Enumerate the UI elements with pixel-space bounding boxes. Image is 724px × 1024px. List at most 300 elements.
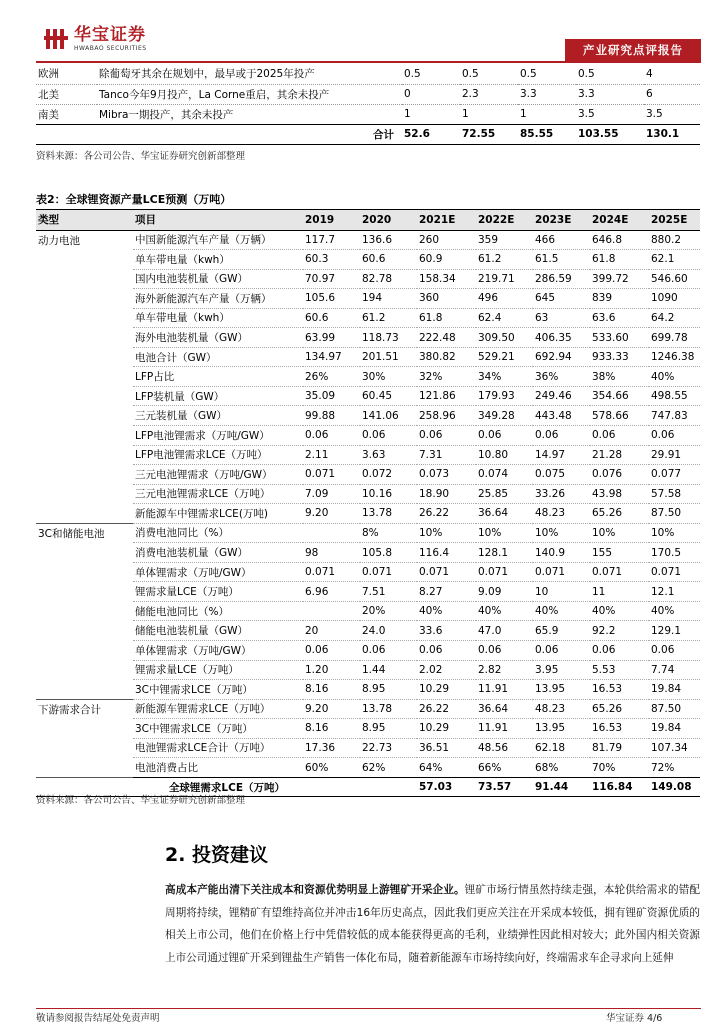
value-cell: 0.06 — [590, 425, 649, 445]
value-cell: 11.91 — [476, 719, 533, 739]
value-cell: 0.073 — [417, 465, 476, 485]
value-cell: 466 — [533, 230, 590, 250]
value-cell: 354.66 — [590, 386, 649, 406]
value-cell: 12.1 — [649, 582, 700, 602]
value-cell: 70.97 — [303, 269, 360, 289]
value-cell: 8.95 — [360, 680, 417, 700]
item-cell: 海外新能源汽车产量（万辆） — [133, 289, 303, 309]
value-cell: 87.50 — [649, 699, 700, 719]
value-cell: 10.16 — [360, 484, 417, 504]
value-cell: 646.8 — [590, 230, 649, 250]
table-row — [36, 367, 700, 387]
value-cell: 141.06 — [360, 406, 417, 426]
item-cell: 国内电池装机量（GW） — [133, 269, 303, 289]
report-type-tab: 产业研究点评报告 — [565, 39, 701, 62]
value-cell: 61.2 — [476, 250, 533, 270]
value-cell: 63.99 — [303, 328, 360, 348]
value-cell: 1 — [402, 104, 460, 124]
category-cell — [36, 719, 133, 739]
value-cell: 107.34 — [649, 738, 700, 758]
total-value-cell: 72.55 — [460, 124, 518, 144]
value-cell — [303, 601, 360, 621]
section-lead: 高成本产能出清下关注成本和资源优势明显上游锂矿开采企业。 — [165, 884, 465, 896]
value-cell: 92.2 — [590, 621, 649, 641]
category-cell — [36, 289, 133, 309]
value-cell: 0.06 — [649, 425, 700, 445]
value-cell: 1.20 — [303, 660, 360, 680]
total-value-cell: 52.6 — [402, 124, 460, 144]
value-cell: 10.80 — [476, 445, 533, 465]
value-cell: 3.95 — [533, 660, 590, 680]
value-cell: 60.9 — [417, 250, 476, 270]
table1-source: 资料来源：各公司公告、华宝证券研究创新部整理 — [36, 151, 246, 162]
value-cell: 0.071 — [303, 562, 360, 582]
category-cell — [36, 543, 133, 563]
item-cell: 单车带电量（kwh） — [133, 250, 303, 270]
item-cell: 储能电池装机量（GW） — [133, 621, 303, 641]
value-cell: 105.8 — [360, 543, 417, 563]
value-cell: 0.071 — [533, 562, 590, 582]
item-cell: 3C中锂需求LCE（万吨） — [133, 680, 303, 700]
value-cell: 13.95 — [533, 680, 590, 700]
value-cell: 63 — [533, 308, 590, 328]
value-cell: 7.74 — [649, 660, 700, 680]
region-cell: 北美 — [36, 84, 97, 104]
value-cell: 60.6 — [360, 250, 417, 270]
description-cell: 除葡萄牙其余在规划中，最早或于2025年投产 — [97, 64, 402, 84]
table-row — [36, 250, 700, 270]
value-cell: 62% — [360, 758, 417, 778]
value-cell: 0 — [402, 84, 460, 104]
total-value-cell: 57.03 — [417, 777, 476, 797]
value-cell: 645 — [533, 289, 590, 309]
item-cell: LFP装机量（GW） — [133, 386, 303, 406]
value-cell: 1 — [460, 104, 518, 124]
value-cell: 0.06 — [590, 640, 649, 660]
value-cell: 26.22 — [417, 699, 476, 719]
item-cell: 锂需求量LCE（万吨） — [133, 582, 303, 602]
value-cell: 747.83 — [649, 406, 700, 426]
value-cell: 7.51 — [360, 582, 417, 602]
section-title: 2. 投资建议 — [165, 844, 269, 866]
supply-table-continued — [36, 64, 700, 145]
value-cell: 116.4 — [417, 543, 476, 563]
category-cell: 动力电池 — [38, 234, 80, 247]
value-cell: 16.53 — [590, 719, 649, 739]
value-cell: 9.20 — [303, 504, 360, 524]
column-header: 2024E — [590, 210, 649, 230]
value-cell: 18.90 — [417, 484, 476, 504]
value-cell: 360 — [417, 289, 476, 309]
value-cell: 29.91 — [649, 445, 700, 465]
value-cell: 40% — [590, 601, 649, 621]
category-cell — [36, 758, 133, 778]
logo-english-name: HWABAO SECURITIES — [74, 45, 147, 52]
value-cell: 19.84 — [649, 680, 700, 700]
value-cell: 10% — [417, 523, 476, 543]
value-cell: 10.29 — [417, 719, 476, 739]
table-row — [36, 738, 700, 758]
value-cell: 529.21 — [476, 347, 533, 367]
item-cell: 三元电池锂需求（万吨/GW） — [133, 465, 303, 485]
category-cell — [36, 328, 133, 348]
value-cell: 82.78 — [360, 269, 417, 289]
column-header: 2023E — [533, 210, 590, 230]
value-cell: 118.73 — [360, 328, 417, 348]
logo-mark-icon — [44, 26, 70, 52]
total-row — [36, 124, 700, 144]
category-cell: 下游需求合计 — [38, 703, 101, 716]
table-row — [36, 699, 700, 719]
company-logo — [44, 26, 147, 60]
value-cell: 1090 — [649, 289, 700, 309]
total-value-cell: 103.55 — [576, 124, 644, 144]
value-cell: 61.8 — [590, 250, 649, 270]
value-cell: 0.5 — [576, 64, 644, 84]
value-cell: 19.84 — [649, 719, 700, 739]
value-cell: 140.9 — [533, 543, 590, 563]
value-cell: 61.2 — [360, 308, 417, 328]
category-cell — [36, 504, 133, 524]
item-cell: 电池消费占比 — [133, 758, 303, 778]
value-cell: 0.077 — [649, 465, 700, 485]
item-cell: 锂需求量LCE（万吨） — [133, 660, 303, 680]
column-header: 2020 — [360, 210, 417, 230]
value-cell: 0.06 — [417, 640, 476, 660]
category-cell — [36, 640, 133, 660]
category-cell — [36, 465, 133, 485]
value-cell: 359 — [476, 230, 533, 250]
value-cell: 36.64 — [476, 699, 533, 719]
value-cell: 38% — [590, 367, 649, 387]
table-row — [36, 504, 700, 524]
value-cell: 6 — [644, 84, 700, 104]
category-cell — [36, 680, 133, 700]
total-value-cell — [303, 777, 360, 797]
item-cell: 消费电池同比（%） — [133, 523, 303, 543]
value-cell: 1 — [518, 104, 576, 124]
value-cell: 2.11 — [303, 445, 360, 465]
column-header: 2019 — [303, 210, 360, 230]
table-row — [36, 269, 700, 289]
value-cell: 380.82 — [417, 347, 476, 367]
table-header-row — [36, 210, 700, 230]
category-cell — [36, 445, 133, 465]
table-row — [36, 347, 700, 367]
value-cell: 3.3 — [518, 84, 576, 104]
value-cell: 2.02 — [417, 660, 476, 680]
value-cell: 3.5 — [644, 104, 700, 124]
item-cell: 单体锂需求（万吨/GW） — [133, 640, 303, 660]
item-cell: 储能电池同比（%） — [133, 601, 303, 621]
value-cell: 61.5 — [533, 250, 590, 270]
value-cell: 0.06 — [303, 425, 360, 445]
value-cell: 1246.38 — [649, 347, 700, 367]
column-header: 类型 — [36, 210, 133, 230]
value-cell: 0.5 — [402, 64, 460, 84]
value-cell: 0.071 — [476, 562, 533, 582]
value-cell: 692.94 — [533, 347, 590, 367]
value-cell: 33.6 — [417, 621, 476, 641]
value-cell: 62.1 — [649, 250, 700, 270]
value-cell: 3.5 — [576, 104, 644, 124]
value-cell: 65.9 — [533, 621, 590, 641]
value-cell: 65.26 — [590, 699, 649, 719]
value-cell: 258.96 — [417, 406, 476, 426]
value-cell: 62.4 — [476, 308, 533, 328]
value-cell: 87.50 — [649, 504, 700, 524]
table-row — [36, 601, 700, 621]
value-cell: 0.071 — [649, 562, 700, 582]
value-cell: 578.66 — [590, 406, 649, 426]
value-cell: 10% — [649, 523, 700, 543]
item-cell: 消费电池装机量（GW） — [133, 543, 303, 563]
value-cell: 0.074 — [476, 465, 533, 485]
value-cell: 68% — [533, 758, 590, 778]
footer-divider — [36, 1008, 701, 1009]
item-cell: 中国新能源汽车产量（万辆） — [133, 230, 303, 250]
value-cell: 134.97 — [303, 347, 360, 367]
value-cell: 194 — [360, 289, 417, 309]
category-cell — [36, 562, 133, 582]
table-row — [36, 621, 700, 641]
value-cell: 349.28 — [476, 406, 533, 426]
item-cell: 新能源车中锂需求LCE(万吨) — [133, 504, 303, 524]
category-cell — [36, 621, 133, 641]
value-cell: 10 — [533, 582, 590, 602]
value-cell: 32% — [417, 367, 476, 387]
value-cell: 26% — [303, 367, 360, 387]
value-cell: 179.93 — [476, 386, 533, 406]
value-cell: 61.8 — [417, 308, 476, 328]
table-row — [36, 660, 700, 680]
table-row — [36, 562, 700, 582]
description-cell: Mibra一期投产，其余未投产 — [97, 104, 402, 124]
item-cell: 3C中锂需求LCE（万吨） — [133, 719, 303, 739]
value-cell: 11.91 — [476, 680, 533, 700]
value-cell: 11 — [590, 582, 649, 602]
table-row — [36, 230, 700, 250]
page-header — [0, 0, 724, 62]
value-cell: 36.64 — [476, 504, 533, 524]
value-cell: 48.56 — [476, 738, 533, 758]
value-cell: 62.18 — [533, 738, 590, 758]
region-cell: 南美 — [36, 104, 97, 124]
value-cell: 880.2 — [649, 230, 700, 250]
column-header: 项目 — [133, 210, 303, 230]
value-cell: 20% — [360, 601, 417, 621]
value-cell: 20 — [303, 621, 360, 641]
value-cell: 60% — [303, 758, 360, 778]
category-cell — [36, 386, 133, 406]
value-cell: 40% — [417, 601, 476, 621]
value-cell: 0.071 — [360, 562, 417, 582]
category-cell — [36, 347, 133, 367]
value-cell: 0.06 — [360, 640, 417, 660]
value-cell: 24.0 — [360, 621, 417, 641]
value-cell: 0.071 — [303, 465, 360, 485]
description-cell: Tanco今年9月投产，La Corne重启，其余未投产 — [97, 84, 402, 104]
total-label: 全球锂需求LCE（万吨） — [36, 777, 303, 797]
table-row — [36, 640, 700, 660]
value-cell: 128.1 — [476, 543, 533, 563]
section-paragraph: 锂矿市场行情虽然持续走强，本轮供给需求的错配周期将持续，锂精矿有望维持高位并冲击16年历史高点，因此我们更应关注在开采成本较低，拥有锂矿资源优质的相关上市公司，他们在价格上行中凭借较低的成本能获得更高的毛利，业绩弹性因此相对较大；此外国内相关资源上市公司通过锂矿开采到锂盐生产销售一体化布局，随着新能源车市场持续向好，终端需求车企寻求向上延伸 — [165, 884, 701, 964]
value-cell: 13.78 — [360, 504, 417, 524]
table-row — [36, 84, 700, 104]
value-cell: 105.6 — [303, 289, 360, 309]
value-cell: 8.95 — [360, 719, 417, 739]
value-cell: 8.27 — [417, 582, 476, 602]
footer-page-number: 华宝证券 4/6 — [606, 1013, 663, 1024]
value-cell: 81.79 — [590, 738, 649, 758]
value-cell: 70% — [590, 758, 649, 778]
value-cell: 219.71 — [476, 269, 533, 289]
value-cell: 36.51 — [417, 738, 476, 758]
table-row — [36, 680, 700, 700]
value-cell: 0.06 — [476, 640, 533, 660]
value-cell: 13.95 — [533, 719, 590, 739]
item-cell: 单车带电量（kwh） — [133, 308, 303, 328]
value-cell: 0.071 — [417, 562, 476, 582]
item-cell: 海外电池装机量（GW） — [133, 328, 303, 348]
table-row — [36, 719, 700, 739]
value-cell: 2.3 — [460, 84, 518, 104]
value-cell: 3.63 — [360, 445, 417, 465]
value-cell: 4 — [644, 64, 700, 84]
value-cell: 286.59 — [533, 269, 590, 289]
item-cell: 单体锂需求（万吨/GW） — [133, 562, 303, 582]
total-value-cell — [360, 777, 417, 797]
category-cell — [36, 250, 133, 270]
value-cell: 60.3 — [303, 250, 360, 270]
section-body — [165, 879, 700, 969]
value-cell: 36% — [533, 367, 590, 387]
table2-source: 资料来源：各公司公告、华宝证券研究创新部整理 — [36, 795, 246, 806]
value-cell: 30% — [360, 367, 417, 387]
category-cell — [36, 582, 133, 602]
value-cell: 406.35 — [533, 328, 590, 348]
table-row — [36, 104, 700, 124]
value-cell: 40% — [476, 601, 533, 621]
table-row — [36, 523, 700, 543]
value-cell: 0.5 — [518, 64, 576, 84]
table-row — [36, 406, 700, 426]
value-cell: 17.36 — [303, 738, 360, 758]
value-cell: 72% — [649, 758, 700, 778]
value-cell: 40% — [533, 601, 590, 621]
total-value-cell: 85.55 — [518, 124, 576, 144]
value-cell: 33.26 — [533, 484, 590, 504]
value-cell: 0.076 — [590, 465, 649, 485]
column-header: 2021E — [417, 210, 476, 230]
empty-cell — [36, 124, 97, 144]
category-cell — [36, 425, 133, 445]
value-cell: 546.60 — [649, 269, 700, 289]
category-cell — [36, 269, 133, 289]
value-cell: 5.53 — [590, 660, 649, 680]
value-cell: 9.09 — [476, 582, 533, 602]
value-cell: 496 — [476, 289, 533, 309]
value-cell: 26.22 — [417, 504, 476, 524]
item-cell: 三元装机量（GW） — [133, 406, 303, 426]
total-value-cell: 73.57 — [476, 777, 533, 797]
table2-title: 表2：全球锂资源产量LCE预测（万吨） — [36, 191, 700, 210]
value-cell: 533.60 — [590, 328, 649, 348]
value-cell: 6.96 — [303, 582, 360, 602]
value-cell: 8.16 — [303, 680, 360, 700]
table-row — [36, 386, 700, 406]
value-cell: 699.78 — [649, 328, 700, 348]
value-cell: 136.6 — [360, 230, 417, 250]
value-cell: 60.6 — [303, 308, 360, 328]
value-cell: 40% — [649, 367, 700, 387]
value-cell: 0.071 — [590, 562, 649, 582]
value-cell: 3.3 — [576, 84, 644, 104]
value-cell: 43.98 — [590, 484, 649, 504]
value-cell: 129.1 — [649, 621, 700, 641]
value-cell: 25.85 — [476, 484, 533, 504]
value-cell: 155 — [590, 543, 649, 563]
table-row — [36, 445, 700, 465]
value-cell: 309.50 — [476, 328, 533, 348]
value-cell: 48.23 — [533, 504, 590, 524]
column-header: 2022E — [476, 210, 533, 230]
table-row — [36, 543, 700, 563]
total-value-cell: 116.84 — [590, 777, 649, 797]
value-cell: 47.0 — [476, 621, 533, 641]
value-cell: 1.44 — [360, 660, 417, 680]
item-cell: LFP电池锂需求LCE（万吨） — [133, 445, 303, 465]
value-cell: 222.48 — [417, 328, 476, 348]
value-cell: 498.55 — [649, 386, 700, 406]
value-cell: 201.51 — [360, 347, 417, 367]
item-cell: LFP电池锂需求（万吨/GW） — [133, 425, 303, 445]
value-cell: 13.78 — [360, 699, 417, 719]
lithium-demand-table — [36, 210, 700, 797]
value-cell: 0.06 — [649, 640, 700, 660]
category-cell — [36, 601, 133, 621]
table-row — [36, 289, 700, 309]
value-cell: 443.48 — [533, 406, 590, 426]
value-cell: 121.86 — [417, 386, 476, 406]
value-cell: 48.23 — [533, 699, 590, 719]
value-cell: 65.26 — [590, 504, 649, 524]
value-cell: 0.06 — [533, 425, 590, 445]
total-value-cell: 149.08 — [649, 777, 700, 797]
value-cell: 14.97 — [533, 445, 590, 465]
value-cell: 8.16 — [303, 719, 360, 739]
value-cell: 933.33 — [590, 347, 649, 367]
table-row — [36, 308, 700, 328]
value-cell: 2.82 — [476, 660, 533, 680]
value-cell: 21.28 — [590, 445, 649, 465]
header-divider — [36, 61, 701, 63]
item-cell: 电池合计（GW） — [133, 347, 303, 367]
value-cell: 10% — [590, 523, 649, 543]
item-cell: 三元电池锂需求LCE（万吨） — [133, 484, 303, 504]
category-cell — [36, 367, 133, 387]
total-value-cell: 91.44 — [533, 777, 590, 797]
value-cell: 839 — [590, 289, 649, 309]
category-cell: 3C和储能电池 — [38, 527, 105, 540]
table-row — [36, 484, 700, 504]
category-cell — [36, 484, 133, 504]
value-cell: 8% — [360, 523, 417, 543]
value-cell: 60.45 — [360, 386, 417, 406]
value-cell: 249.46 — [533, 386, 590, 406]
category-cell — [36, 738, 133, 758]
column-header: 2025E — [649, 210, 700, 230]
